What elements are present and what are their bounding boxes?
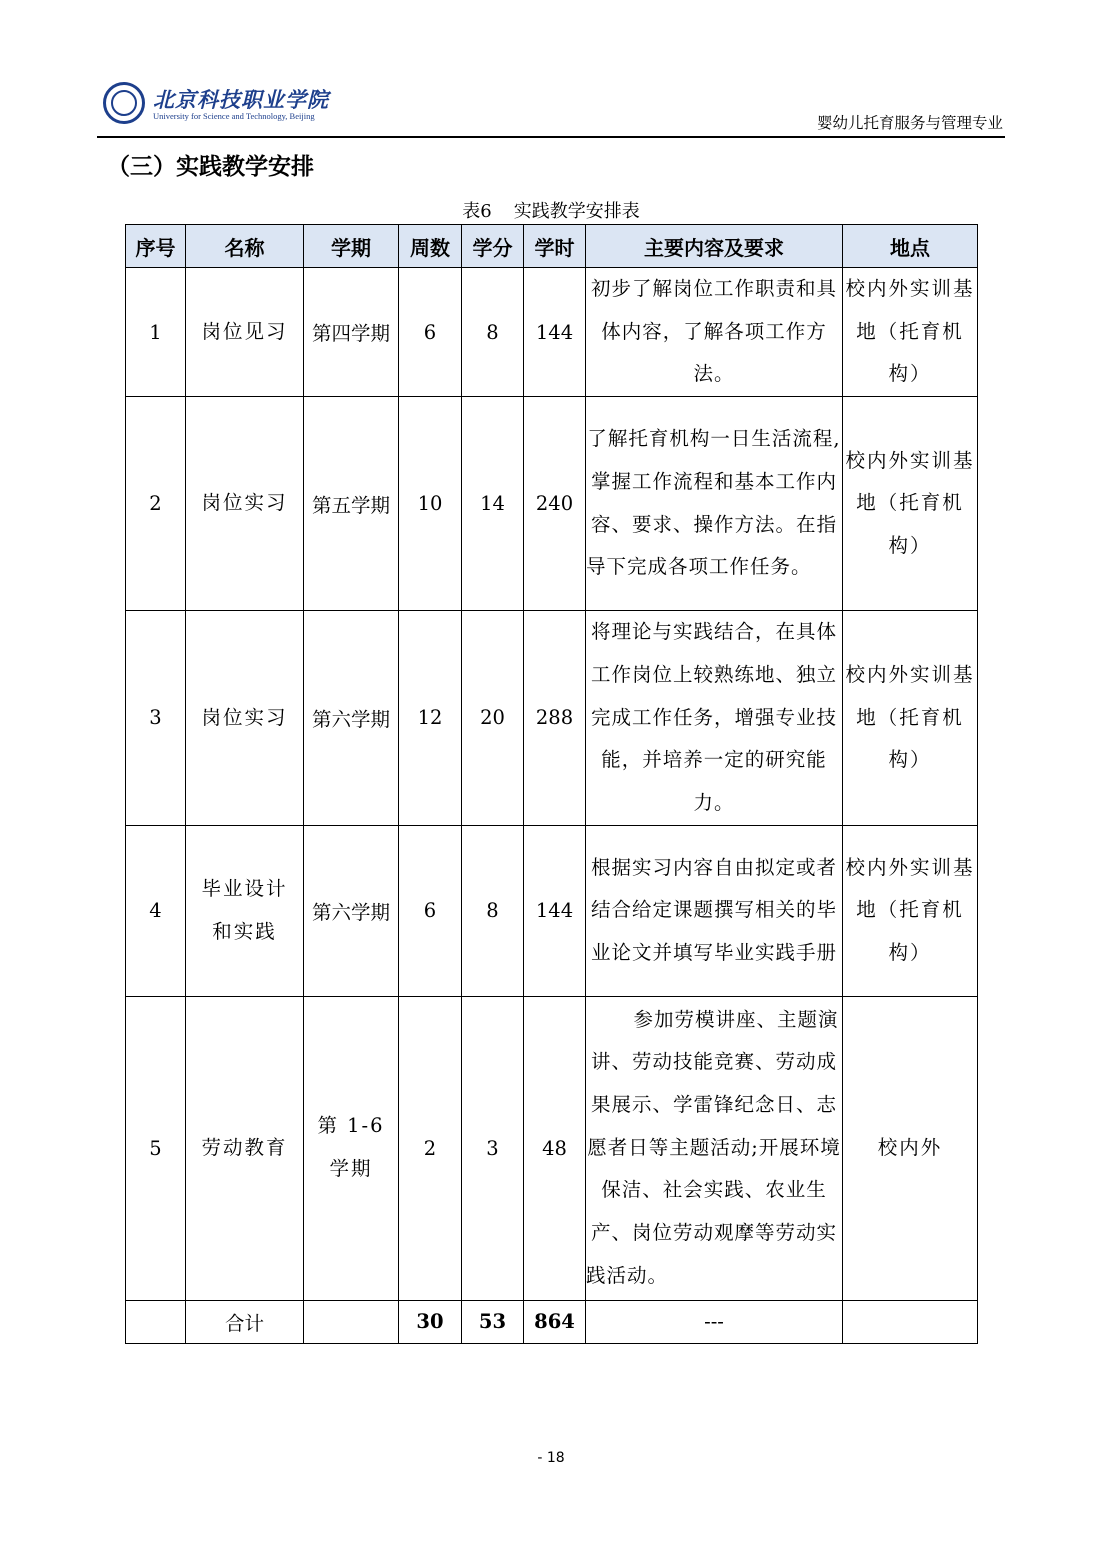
cell-content: 了解托育机构一日生活流程,掌握工作流程和基本工作内容、要求、操作方法。在指导下完成各项工作任务。 — [586, 397, 843, 611]
cell-weeks: 12 — [399, 611, 462, 826]
table-row — [126, 825, 978, 996]
total-credits: 53 — [462, 1300, 524, 1343]
table-row — [126, 397, 978, 611]
section-title: （三）实践教学安排 — [107, 154, 314, 180]
header-hours: 学时 — [524, 225, 586, 268]
cell-no: 2 — [126, 397, 186, 611]
total-weeks: 30 — [399, 1300, 462, 1343]
cell-no: 4 — [126, 825, 186, 996]
cell-place: 校内外实训基地（托育机构） — [843, 397, 978, 611]
cell-name: 岗位实习 — [186, 611, 304, 826]
page-number: - 18 — [537, 1450, 565, 1466]
cell-no: 3 — [126, 611, 186, 826]
cell-term-empty — [304, 1300, 399, 1343]
cell-weeks: 6 — [399, 825, 462, 996]
cell-name: 岗位见习 — [186, 268, 304, 397]
cell-no: 1 — [126, 268, 186, 397]
cell-hours: 240 — [524, 397, 586, 611]
cell-place-empty — [843, 1300, 978, 1343]
header-content: 主要内容及要求 — [586, 225, 843, 268]
table-row — [126, 996, 978, 1300]
cell-place: 校内外实训基地（托育机构） — [843, 268, 978, 397]
cell-credits: 8 — [462, 825, 524, 996]
cell-place: 校内外 — [843, 996, 978, 1300]
cell-content: 初步了解岗位工作职责和具体内容，了解各项工作方法。 — [586, 268, 843, 397]
cell-hours: 288 — [524, 611, 586, 826]
cell-weeks: 2 — [399, 996, 462, 1300]
total-content: --- — [586, 1300, 843, 1343]
cell-hours: 48 — [524, 996, 586, 1300]
header-term: 学期 — [304, 225, 399, 268]
cell-weeks: 10 — [399, 397, 462, 611]
cell-name: 岗位实习 — [186, 397, 304, 611]
cell-content: 参加劳模讲座、主题演讲、劳动技能竞赛、劳动成果展示、学雷锋纪念日、志愿者日等主题活动;开展环境保洁、社会实践、农业生产、岗位劳动观摩等劳动实践活动。 — [586, 996, 843, 1300]
header-place: 地点 — [843, 225, 978, 268]
practice-teaching-table — [125, 224, 978, 1344]
table-caption-title: 实践教学安排表 — [513, 201, 640, 222]
header-name: 名称 — [186, 225, 304, 268]
school-seal-logo — [103, 82, 145, 124]
cell-credits: 3 — [462, 996, 524, 1300]
header-credits: 学分 — [462, 225, 524, 268]
cell-credits: 20 — [462, 611, 524, 826]
cell-term: 第四学期 — [304, 268, 399, 397]
table-caption — [0, 197, 1102, 223]
table-row — [126, 268, 978, 397]
cell-no-empty — [126, 1300, 186, 1343]
cell-name: 毕业设计和实践 — [186, 825, 304, 996]
table-caption-label: 表6 — [462, 201, 492, 222]
cell-term: 第六学期 — [304, 825, 399, 996]
cell-hours: 144 — [524, 268, 586, 397]
cell-content: 根据实习内容自由拟定或者结合给定课题撰写相关的毕业论文并填写毕业实践手册 — [586, 825, 843, 996]
table-row — [126, 611, 978, 826]
cell-credits: 14 — [462, 397, 524, 611]
school-name-english: University for Science and Technology, Beijing — [153, 111, 315, 121]
total-label: 合计 — [186, 1300, 304, 1343]
page-header — [97, 74, 1005, 138]
header-no: 序号 — [126, 225, 186, 268]
cell-content: 将理论与实践结合，在具体工作岗位上较熟练地、独立完成工作任务，增强专业技能，并培养一定的研究能力。 — [586, 611, 843, 826]
cell-no: 5 — [126, 996, 186, 1300]
cell-weeks: 6 — [399, 268, 462, 397]
cell-hours: 144 — [524, 825, 586, 996]
cell-term: 第六学期 — [304, 611, 399, 826]
table-header-row — [126, 225, 978, 268]
school-name: 北京科技职业学院 — [153, 87, 329, 112]
total-hours: 864 — [524, 1300, 586, 1343]
cell-place: 校内外实训基地（托育机构） — [843, 825, 978, 996]
cell-name: 劳动教育 — [186, 996, 304, 1300]
cell-term: 第 1-6 学期 — [304, 996, 399, 1300]
cell-term: 第五学期 — [304, 397, 399, 611]
department-name: 婴幼儿托育服务与管理专业 — [816, 114, 1003, 132]
table-total-row — [126, 1300, 978, 1343]
cell-place: 校内外实训基地（托育机构） — [843, 611, 978, 826]
cell-credits: 8 — [462, 268, 524, 397]
header-weeks: 周数 — [399, 225, 462, 268]
